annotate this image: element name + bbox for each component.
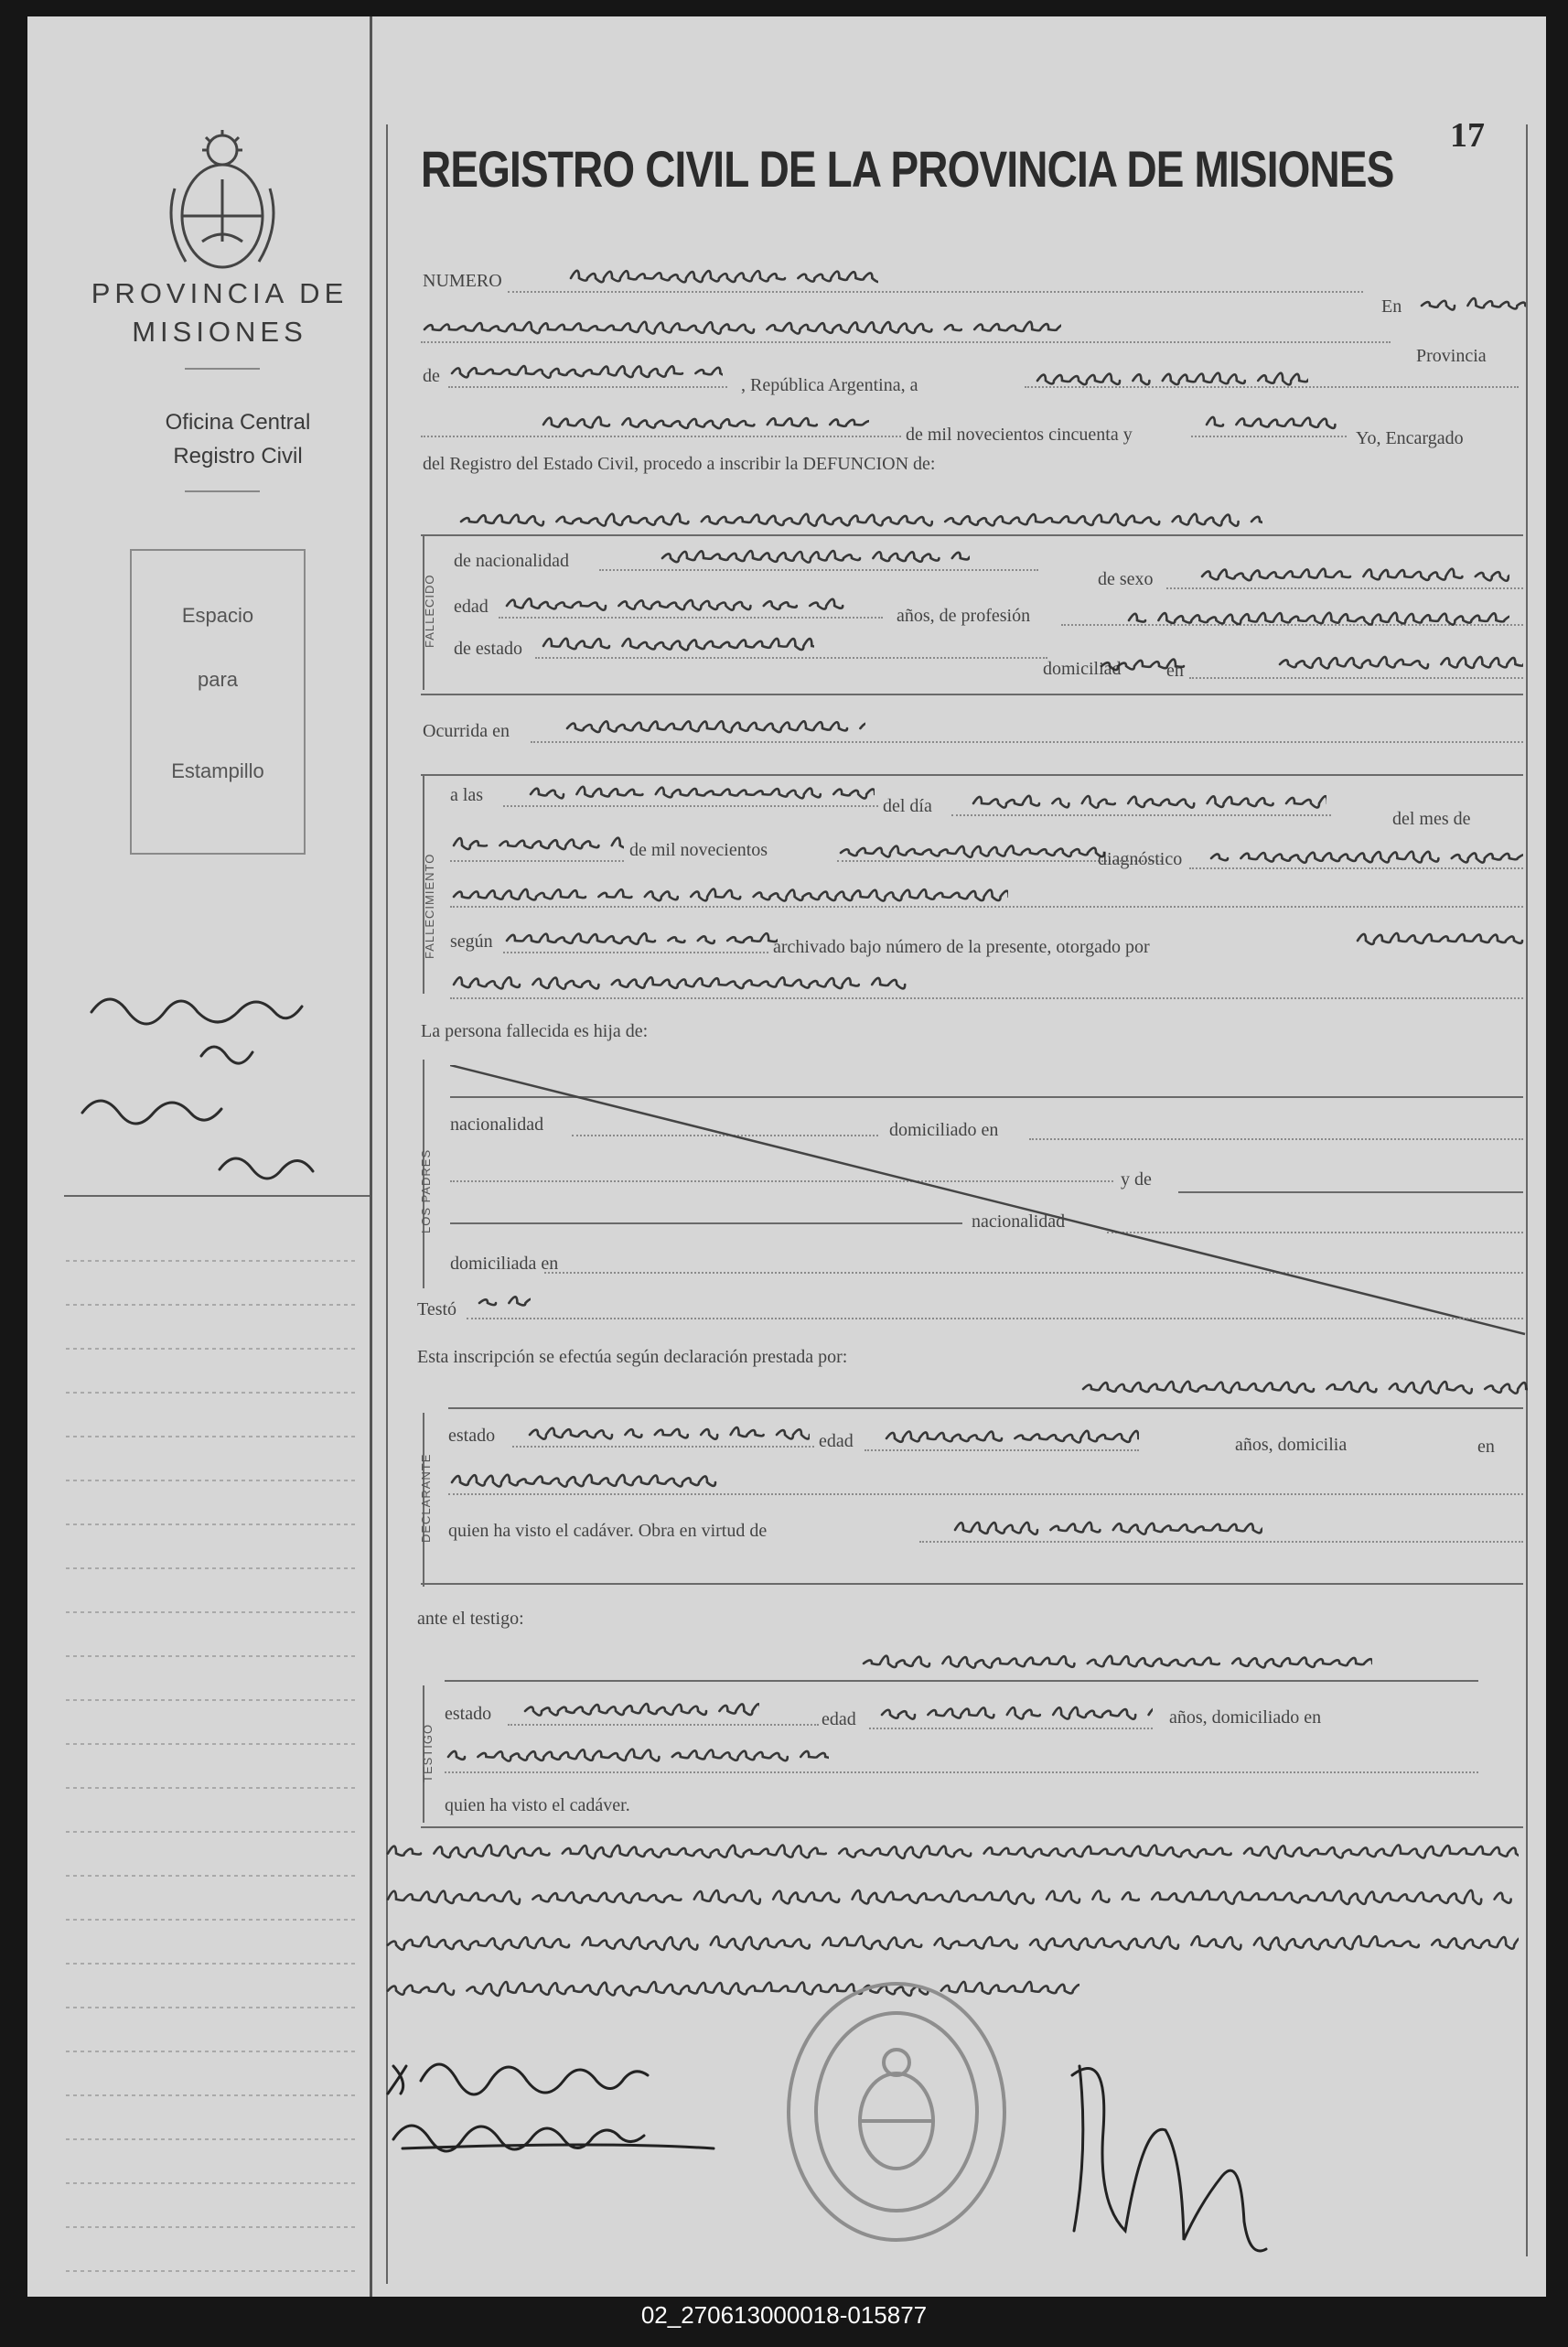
archivado-label: archivado bajo número de la presente, otorgado por (773, 937, 1150, 957)
padres-intro: La persona fallecida es hija de: (421, 1021, 649, 1041)
handwritten-nacionalidad (659, 536, 970, 573)
visto-label: quien ha visto el cadáver. Obra en virtud de (448, 1521, 768, 1541)
handwritten-domicilio-decl (448, 1460, 723, 1497)
handwritten-numero (567, 256, 878, 293)
field-line (450, 860, 624, 862)
handwritten-otorgado (1354, 919, 1528, 955)
estado-label: estado (445, 1704, 492, 1724)
province-title: PROVINCIA DE MISIONES (91, 277, 349, 348)
handwritten-certificado (503, 919, 778, 955)
intro-text: del Registro del Estado Civil, procedo a inscribir la DEFUNCION de: (423, 454, 936, 474)
testo-label: Testó (417, 1299, 457, 1319)
handwritten-estado-test (521, 1689, 759, 1726)
margin-handwriting-area (64, 975, 375, 1186)
handwritten-estado-decl (526, 1413, 810, 1449)
en-label: en (1477, 1437, 1495, 1457)
fallecido-section-label: FALLECIDO (423, 574, 436, 648)
visto-label: quien ha visto el cadáver. (445, 1795, 630, 1815)
republica-label: , República Argentina, a (741, 375, 918, 395)
nacionalidad-label: de nacionalidad (454, 551, 570, 571)
handwritten-cierre-3 (384, 1920, 1519, 1962)
handwritten-cierre-1 (384, 1828, 1519, 1870)
handwritten-edad (503, 584, 851, 620)
handwritten-sexo (1198, 554, 1509, 591)
handwritten-lugar (1418, 284, 1526, 320)
column-rule (370, 16, 372, 2297)
numero-label: NUMERO (423, 271, 502, 291)
nacionalidad-label: nacionalidad (972, 1211, 1066, 1232)
handwritten-domicilio-a (1098, 644, 1189, 681)
handwritten-dia-fall (970, 781, 1326, 818)
field-line (421, 694, 1523, 695)
edad-label: edad (454, 597, 489, 617)
handwritten-vinculo (951, 1508, 1262, 1545)
field-line (448, 1407, 1523, 1409)
stamp-box (130, 549, 306, 855)
handwritten-mes-fall (450, 824, 624, 860)
stamp-label: Estampillo (171, 759, 264, 782)
field-line (445, 1680, 1478, 1682)
handwritten-anio (1203, 403, 1340, 439)
testigo-section-label: TESTIGO (421, 1723, 435, 1782)
handwritten-provincia (448, 351, 723, 388)
register-sheet (27, 16, 1546, 2297)
nacionalidad-label: nacionalidad (450, 1114, 544, 1135)
margin-rule (64, 1195, 371, 1197)
handwritten-edad-decl (883, 1416, 1139, 1453)
padres-section-label: LOS PADRES (419, 1148, 433, 1233)
handwritten-declarante (1079, 1367, 1528, 1404)
page-number: 17 (1450, 116, 1485, 155)
handwritten-estado (540, 624, 814, 661)
domiciliado-label: domiciliad (1043, 659, 1122, 679)
y-de-label: y de (1121, 1169, 1152, 1190)
dia-label: del día (883, 796, 932, 816)
handwritten-mes (540, 403, 869, 439)
handwritten-cierre-2 (384, 1874, 1519, 1916)
divider (185, 368, 260, 370)
divider (185, 490, 260, 492)
handwritten-edad-test (878, 1693, 1153, 1729)
handwritten-horas (527, 772, 875, 809)
document-id: 02_270613000018-015877 (640, 2301, 928, 2329)
en-label: En (1381, 296, 1402, 317)
diagnostico-label: diagnóstico (1098, 849, 1183, 869)
sexo-label: de sexo (1098, 569, 1154, 589)
declarante-intro: Esta inscripción se efectúa según declaración prestada por: (417, 1347, 848, 1367)
domiciliado-label: domiciliado en (889, 1120, 999, 1140)
anio-label: de mil novecientos cincuenta y (906, 425, 1133, 445)
handwritten-dia (1034, 359, 1308, 395)
form-title: REGISTRO CIVIL DE LA PROVINCIA DE MISIONES (421, 140, 1394, 198)
edad-label: edad (819, 1431, 854, 1451)
field-line (467, 1318, 1523, 1319)
margin-ruled-lines (66, 1233, 359, 2286)
de-label: de (423, 366, 440, 386)
stamp-label: Espacio (181, 604, 254, 627)
handwritten-ocurrida (564, 706, 865, 743)
handwritten-profesion (1125, 598, 1509, 635)
cancel-diagonal (450, 1065, 1530, 1340)
ocurrida-label: Ocurrida en (423, 721, 510, 741)
estado-label: de estado (454, 639, 522, 659)
handwritten-lugar-cont (421, 307, 1061, 344)
edad-label: edad (822, 1709, 856, 1729)
signatures-area (384, 2048, 1482, 2286)
handwritten-medico (450, 963, 908, 999)
provincia-label: Provincia (1416, 346, 1487, 366)
office-name: Oficina Central Registro Civil (165, 410, 311, 468)
anios-domicilio-label: años, domiciliado en (1169, 1707, 1322, 1728)
handwritten-testigo (860, 1642, 1372, 1678)
mes-label: del mes de (1392, 809, 1471, 829)
handwritten-anio-fall (837, 831, 1112, 867)
handwritten-testo (476, 1281, 531, 1318)
field-line (445, 1771, 1478, 1773)
death-certificate-form (384, 16, 1533, 2297)
estado-label: estado (448, 1426, 496, 1446)
anios-profesion-label: años, de profesión (897, 606, 1031, 626)
anio-label: de mil novecientos (629, 840, 768, 860)
segun-label: según (450, 931, 493, 952)
yo-label: Yo, Encargado (1356, 428, 1464, 448)
handwritten-diagnostico (1208, 836, 1523, 873)
handwritten-domicilio (1276, 642, 1523, 679)
en-label: en (1166, 661, 1184, 681)
argentine-crest-icon (158, 124, 286, 280)
domiciliada-label: domiciliada en (450, 1254, 559, 1274)
anios-domicilio-label: años, domicilia (1235, 1435, 1348, 1455)
field-line (421, 1583, 1523, 1585)
fallecimiento-section-label: FALLECIMIENTO (423, 853, 436, 959)
testigo-intro: ante el testigo: (417, 1609, 524, 1629)
handwritten-diagnostico-cont (450, 875, 1008, 911)
stamp-label: para (197, 668, 239, 691)
left-column (27, 16, 371, 2297)
declarante-section-label: DECLARANTE (419, 1453, 433, 1543)
handwritten-nombre-fallecido (457, 500, 1262, 536)
handwritten-domicilio-test (445, 1735, 829, 1771)
horas-label: a las (450, 785, 484, 805)
